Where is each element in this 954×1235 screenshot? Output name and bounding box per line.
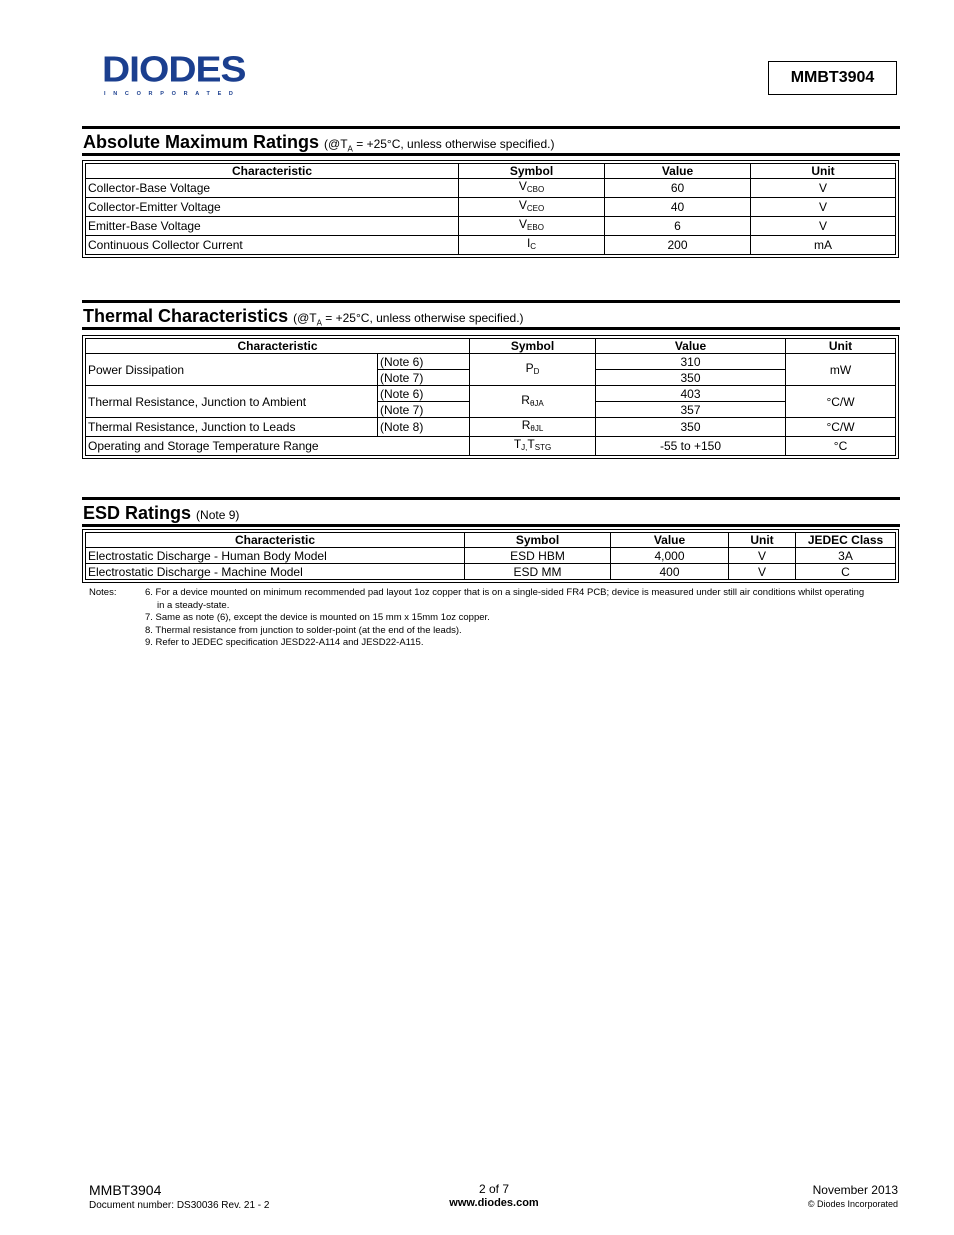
company-logo xyxy=(102,52,272,98)
unit-cell: V xyxy=(751,179,896,198)
value-cell: 6 xyxy=(605,217,751,236)
col-header: Symbol xyxy=(465,533,611,548)
symbol-cell: ESD HBM xyxy=(465,548,611,564)
esd-section xyxy=(82,497,900,527)
col-header: Unit xyxy=(786,339,896,354)
col-header: Value xyxy=(611,533,729,548)
symbol-cell: $V_{CBO}$ xyxy=(459,179,605,198)
footer-copyright: © Diodes Incorporated xyxy=(807,1199,898,1209)
note-cell: (Note 6) xyxy=(378,354,470,370)
note-cell: (Note 7) xyxy=(378,370,470,386)
abs-max-title: Absolute Maximum Ratings xyxy=(83,132,320,152)
characteristic-cell: Collector-Base Voltage xyxy=(86,179,459,198)
table-row xyxy=(86,418,896,437)
esd-table xyxy=(85,532,896,580)
part-number-box xyxy=(768,61,897,95)
unit-cell: °C xyxy=(786,437,896,456)
jedec-cell: C xyxy=(796,564,896,580)
value-cell: 4,000 xyxy=(611,548,729,564)
unit-cell: V xyxy=(751,217,896,236)
symbol-cell: $V_{EBO}$ xyxy=(459,217,605,236)
note-cell: (Note 7) xyxy=(378,402,470,418)
unit-cell: °C/W xyxy=(786,386,896,418)
characteristic-cell: Thermal Resistance, Junction to Leads xyxy=(86,418,378,437)
col-header: Characteristic xyxy=(86,339,470,354)
col-header: Characteristic xyxy=(86,164,459,179)
esd-header xyxy=(82,497,900,527)
table-header-row xyxy=(86,339,896,354)
characteristic-cell: Electrostatic Discharge - Human Body Model xyxy=(86,548,465,564)
logo-wordmark: DIODES xyxy=(102,50,246,90)
col-header: Symbol xyxy=(470,339,596,354)
table-row xyxy=(86,548,896,564)
table-row xyxy=(86,386,896,402)
unit-cell: V xyxy=(729,548,796,564)
col-header: Unit xyxy=(751,164,896,179)
table-row xyxy=(86,354,896,370)
abs-max-header xyxy=(82,126,900,156)
table-header-row xyxy=(86,164,896,179)
table-row xyxy=(86,217,896,236)
esd-title: ESD Ratings xyxy=(83,503,192,523)
abs-max-condition: ($@T_A = +25^\circ C$, unless otherwise specified.) xyxy=(324,137,555,154)
unit-cell: mW xyxy=(786,354,896,386)
footer-part-number: MMBT3904 xyxy=(89,1182,162,1198)
thermal-header xyxy=(82,300,900,330)
notes-list xyxy=(145,587,869,650)
symbol-cell: $V_{CEO}$ xyxy=(459,198,605,217)
unit-cell: V xyxy=(729,564,796,580)
table-row xyxy=(86,179,896,198)
value-cell: 350 xyxy=(596,370,786,386)
note-item: 8. Thermal resistance from junction to solder-point (at the end of the leads). xyxy=(145,624,462,636)
note-item: 7. Same as note (6), except the device is mounted on 15 mm x 15mm 1oz copper. xyxy=(145,612,490,624)
unit-cell: °C/W xyxy=(786,418,896,437)
table-row xyxy=(86,437,896,456)
note-cell: (Note 8) xyxy=(378,418,470,437)
col-header: Value xyxy=(596,339,786,354)
website-link[interactable]: www.diodes.com xyxy=(449,1197,539,1209)
value-cell: 350 xyxy=(596,418,786,437)
symbol-cell: $T_{J,}T_{STG}$ xyxy=(470,437,596,456)
characteristic-cell: Continuous Collector Current xyxy=(86,236,459,255)
value-cell: 310 xyxy=(596,354,786,370)
characteristic-cell: Collector-Emitter Voltage xyxy=(86,198,459,217)
unit-cell: V xyxy=(751,198,896,217)
characteristic-cell: Power Dissipation xyxy=(86,354,378,386)
footer-doc-number: Document number: DS30036 Rev. 21 - 2 xyxy=(89,1200,270,1211)
characteristic-cell: Thermal Resistance, Junction to Ambient xyxy=(86,386,378,418)
characteristic-cell: Operating and Storage Temperature Range xyxy=(86,437,470,456)
table-header-row xyxy=(86,533,896,548)
col-header: Value xyxy=(605,164,751,179)
footer-left xyxy=(89,1182,269,1212)
jedec-cell: 3A xyxy=(796,548,896,564)
value-cell: -55 to +150 xyxy=(596,437,786,456)
thermal-table xyxy=(85,338,896,456)
abs-max-section xyxy=(82,126,900,156)
characteristic-cell: Electrostatic Discharge - Machine Model xyxy=(86,564,465,580)
col-header: Unit xyxy=(729,533,796,548)
esd-subtitle: (Note 9) xyxy=(196,508,240,522)
value-cell: 60 xyxy=(605,179,751,198)
col-header: JEDEC Class xyxy=(796,533,896,548)
symbol-cell: $R_{\theta JA}$ xyxy=(470,386,596,418)
value-cell: 403 xyxy=(596,386,786,402)
abs-max-table xyxy=(85,163,896,255)
value-cell: 200 xyxy=(605,236,751,255)
unit-cell: mA xyxy=(751,236,896,255)
footer-right xyxy=(808,1183,898,1210)
part-number: MMBT3904 xyxy=(790,69,875,86)
symbol-cell: $R_{\theta JL}$ xyxy=(470,418,596,437)
table-row xyxy=(86,198,896,217)
note-item: 6. For a device mounted on minimum recommended pad layout 1oz copper that is on a single-sided FR4 PCB; device is measured under still air conditions whilst operating in a steady-state. xyxy=(145,587,865,611)
notes-label: Notes: xyxy=(89,587,117,598)
symbol-cell: $I_C$ xyxy=(459,236,605,255)
characteristic-cell: Emitter-Base Voltage xyxy=(86,217,459,236)
note-cell: (Note 6) xyxy=(378,386,470,402)
thermal-title: Thermal Characteristics xyxy=(83,306,289,326)
notes-block xyxy=(89,587,869,650)
value-cell: 357 xyxy=(596,402,786,418)
col-header: Symbol xyxy=(459,164,605,179)
col-header: Characteristic xyxy=(86,533,465,548)
footer-center xyxy=(394,1182,594,1211)
table-row xyxy=(86,564,896,580)
page-number: 2 of 7 xyxy=(478,1182,510,1196)
note-item: 9. Refer to JEDEC specification JESD22-A114 and JESD22-A115. xyxy=(145,637,424,649)
value-cell: 40 xyxy=(605,198,751,217)
thermal-section xyxy=(82,300,900,330)
table-row xyxy=(86,236,896,255)
thermal-condition: ($@T_A = +25^\circ C$, unless otherwise specified.) xyxy=(293,311,524,328)
symbol-cell: $P_D$ xyxy=(470,354,596,386)
logo-subtext: INCORPORATED xyxy=(104,91,241,97)
value-cell: 400 xyxy=(611,564,729,580)
symbol-cell: ESD MM xyxy=(465,564,611,580)
footer-date: November 2013 xyxy=(812,1183,898,1197)
